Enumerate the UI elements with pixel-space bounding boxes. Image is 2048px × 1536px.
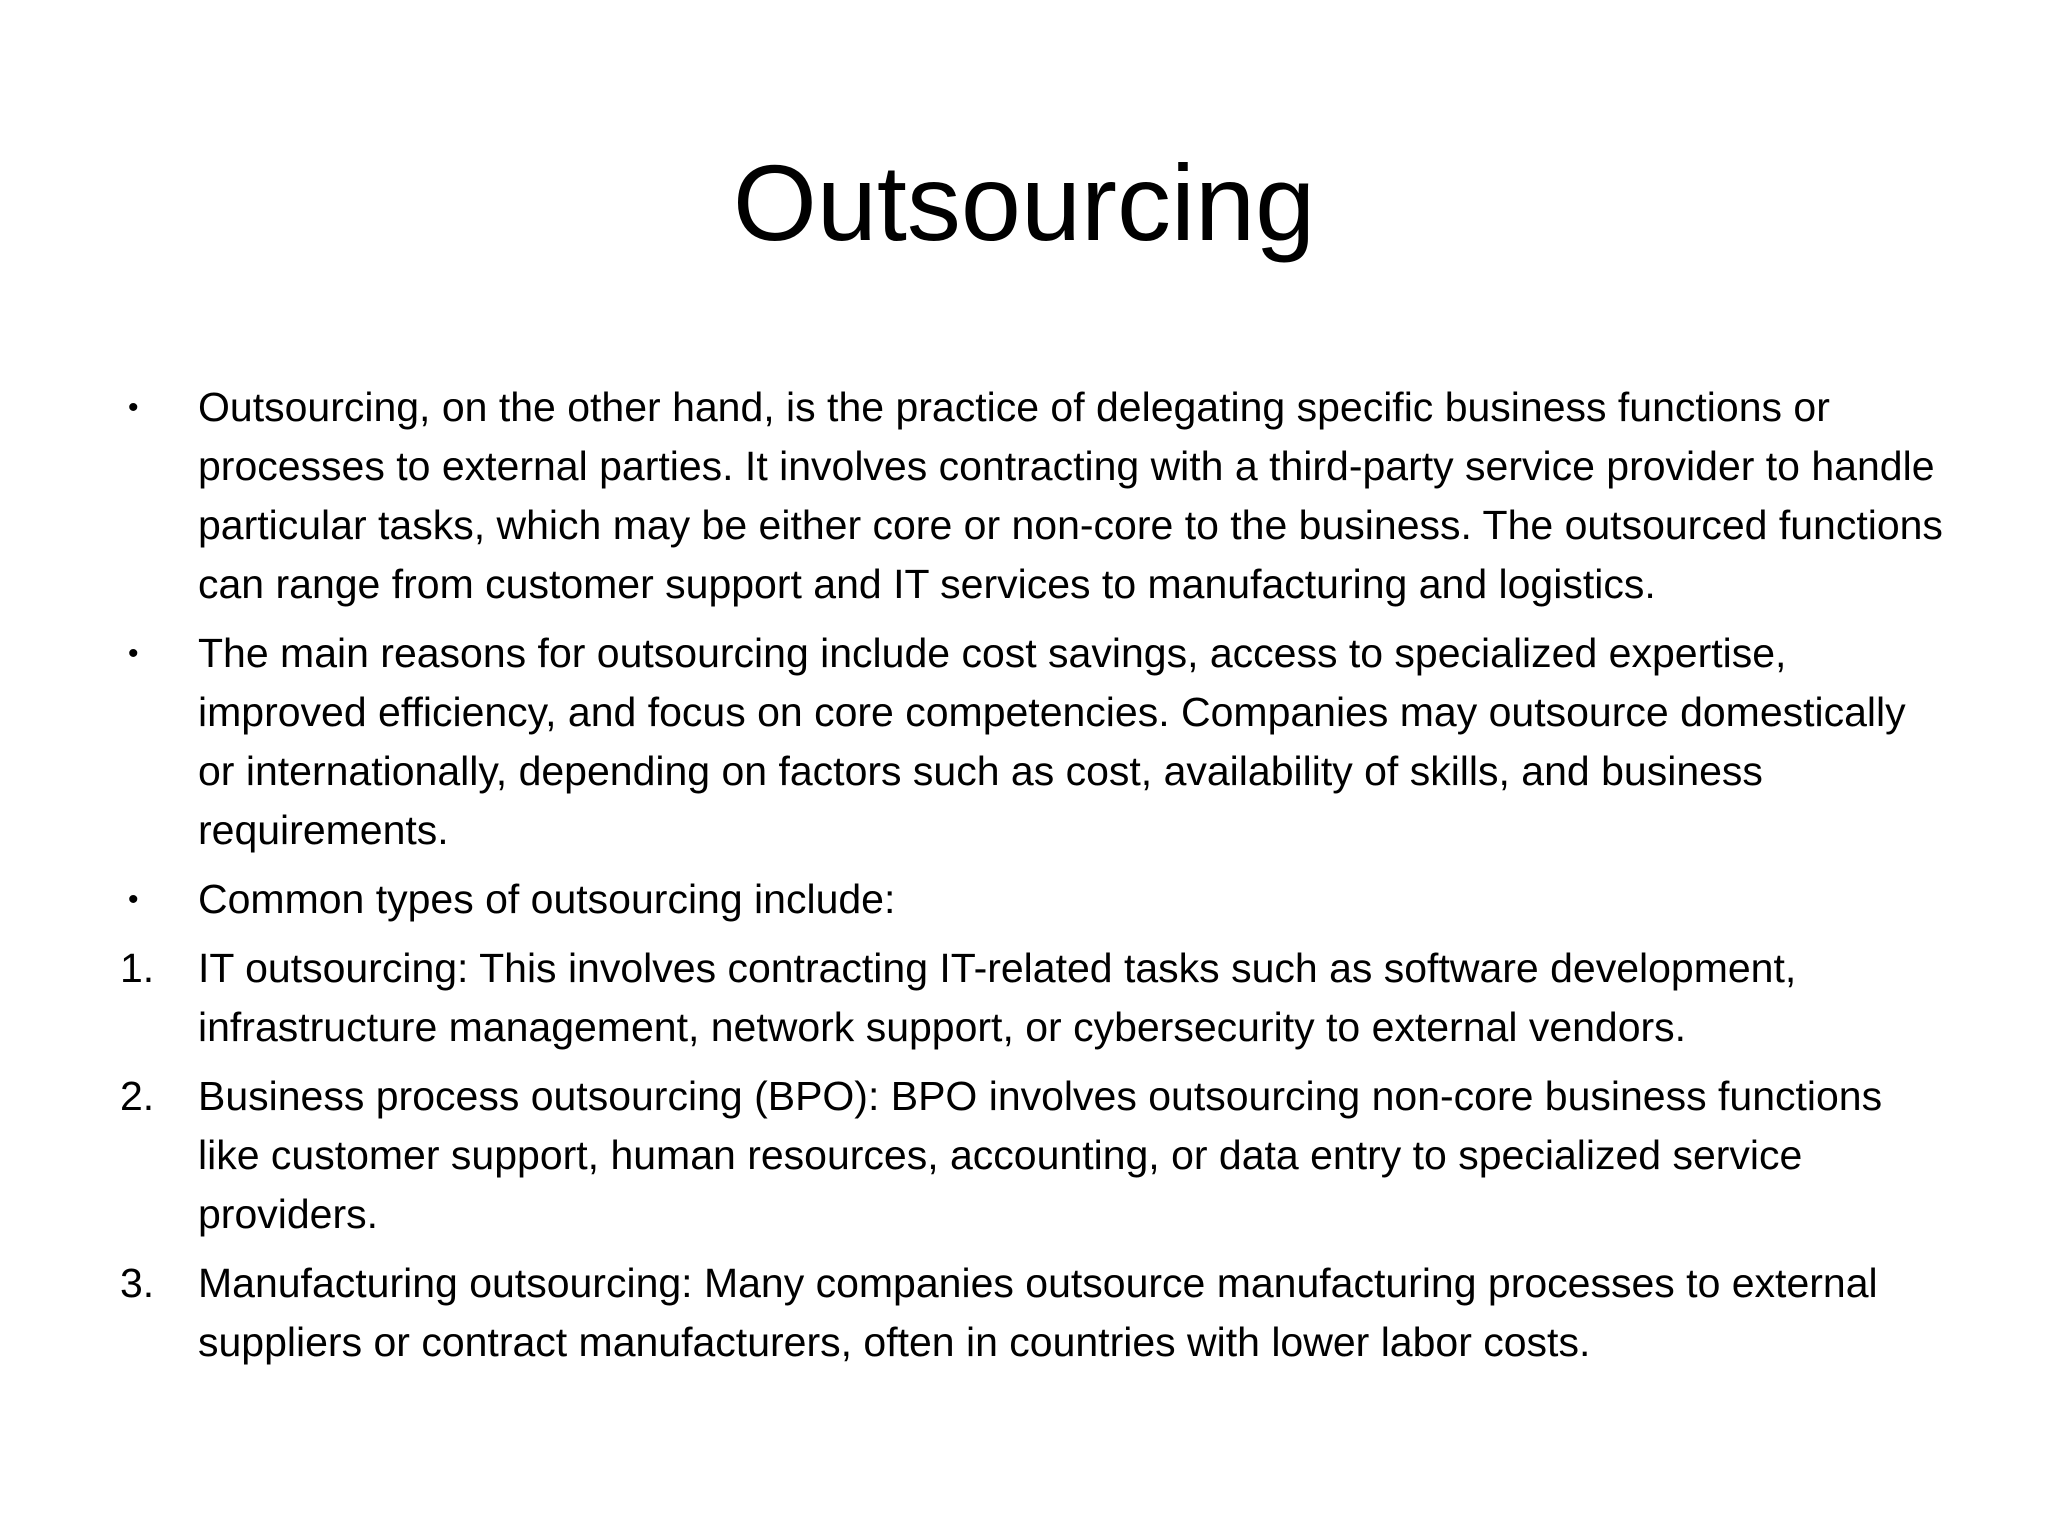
bullet-marker: • [128, 637, 139, 670]
numbered-item [120, 1067, 1950, 1244]
numbered-text: Manufacturing outsourcing: Many companies outsource manufacturing processes to external suppliers or contract manufacturers, often in countries with lower labor costs. [198, 1260, 1878, 1365]
bullet-item [120, 870, 1950, 929]
numbered-text: Business process outsourcing (BPO): BPO involves outsourcing non-core business functions like customer support, human resources, accounting, or data entry to specialized service providers. [198, 1073, 1883, 1237]
bullet-marker: • [128, 883, 139, 916]
bullet-text: Outsourcing, on the other hand, is the practice of delegating specific business functions or processes to external parties. It involves contracting with a third-party service provider to handle particular tasks, which may be either core or non-core to the business. The outsourced functions can range from customer support and IT services to manufacturing and logistics. [198, 384, 1943, 607]
bullet-text: The main reasons for outsourcing include cost savings, access to specialized expertise, improved efficiency, and focus on core competencies. Companies may outsource domestically or internationally, depending on factors such as cost, availability of skills, and business requirements. [198, 630, 1906, 853]
numbered-item [120, 1254, 1950, 1372]
bullet-item [120, 378, 1950, 614]
numbered-text: IT outsourcing: This involves contracting IT-related tasks such as software development, infrastructure management, network support, or cybersecurity to external vendors. [198, 945, 1797, 1050]
number-marker: 3. [120, 1260, 155, 1306]
bullet-marker: • [128, 391, 139, 424]
slide-title: Outsourcing [732, 142, 1316, 263]
number-marker: 1. [120, 945, 155, 991]
bullet-text: Common types of outsourcing include: [198, 876, 896, 922]
slide-body [120, 378, 1950, 1382]
number-marker: 2. [120, 1073, 155, 1119]
bullet-item [120, 624, 1950, 860]
numbered-item [120, 939, 1950, 1057]
